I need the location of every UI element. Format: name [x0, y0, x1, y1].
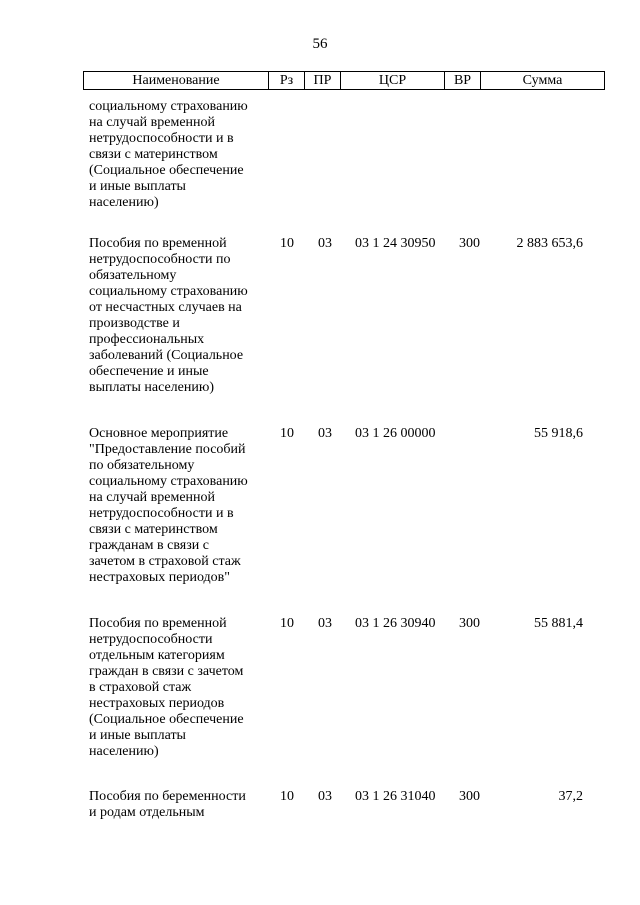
row-rz: 10	[280, 426, 294, 441]
header-pr: ПР	[305, 72, 341, 89]
row-vr: 300	[459, 616, 480, 631]
row-vr: 300	[459, 236, 480, 251]
header-vr: ВР	[445, 72, 481, 89]
table-header	[83, 71, 605, 90]
row-sum: 55 881,4	[534, 616, 583, 631]
header-sum: Сумма	[522, 73, 563, 88]
page-number: 56	[312, 36, 328, 52]
row-rz: 10	[280, 616, 294, 631]
row-name: Пособия по беременности и родам отдельным	[89, 789, 246, 820]
row-pr: 03	[318, 426, 332, 441]
row-name: Пособия по временной нетрудоспособности по обязательному социальному страхованию от несчастных случаев на производстве и профессиональных заболеваний (Социальное обеспечение и иные выплаты населению)	[89, 236, 248, 395]
row-sum: 37,2	[558, 789, 583, 804]
row-name: социальному страхованию на случай временной нетрудоспособности и в связи с материнством (Социальное обеспечение и иные выплаты населению)	[89, 99, 248, 210]
row-csr: 03 1 26 31040	[355, 789, 436, 804]
row-rz: 10	[280, 236, 294, 251]
row-name: Пособия по временной нетрудоспособности отдельным категориям граждан в связи с зачетом в страховой стаж нестраховых периодов (Социальное обеспечение и иные выплаты населению)	[89, 616, 244, 759]
row-csr: 03 1 24 30950	[355, 236, 436, 251]
header-rz: Рз	[269, 72, 305, 89]
row-sum: 55 918,6	[534, 426, 583, 441]
row-pr: 03	[318, 616, 332, 631]
header-csr: ЦСР	[341, 72, 445, 89]
row-sum: 2 883 653,6	[516, 236, 583, 251]
row-csr: 03 1 26 00000	[355, 426, 436, 441]
row-vr: 300	[459, 789, 480, 804]
row-pr: 03	[318, 236, 332, 251]
row-pr: 03	[318, 789, 332, 804]
row-rz: 10	[280, 789, 294, 804]
header-name: Наименование	[84, 72, 269, 89]
row-csr: 03 1 26 30940	[355, 616, 436, 631]
row-name: Основное мероприятие "Предоставление пособий по обязательному социальному страхованию на случай временной нетрудоспособности и в связи с материнством гражданам в связи с зачетом в страховой стаж нестраховых периодов"	[89, 426, 248, 585]
